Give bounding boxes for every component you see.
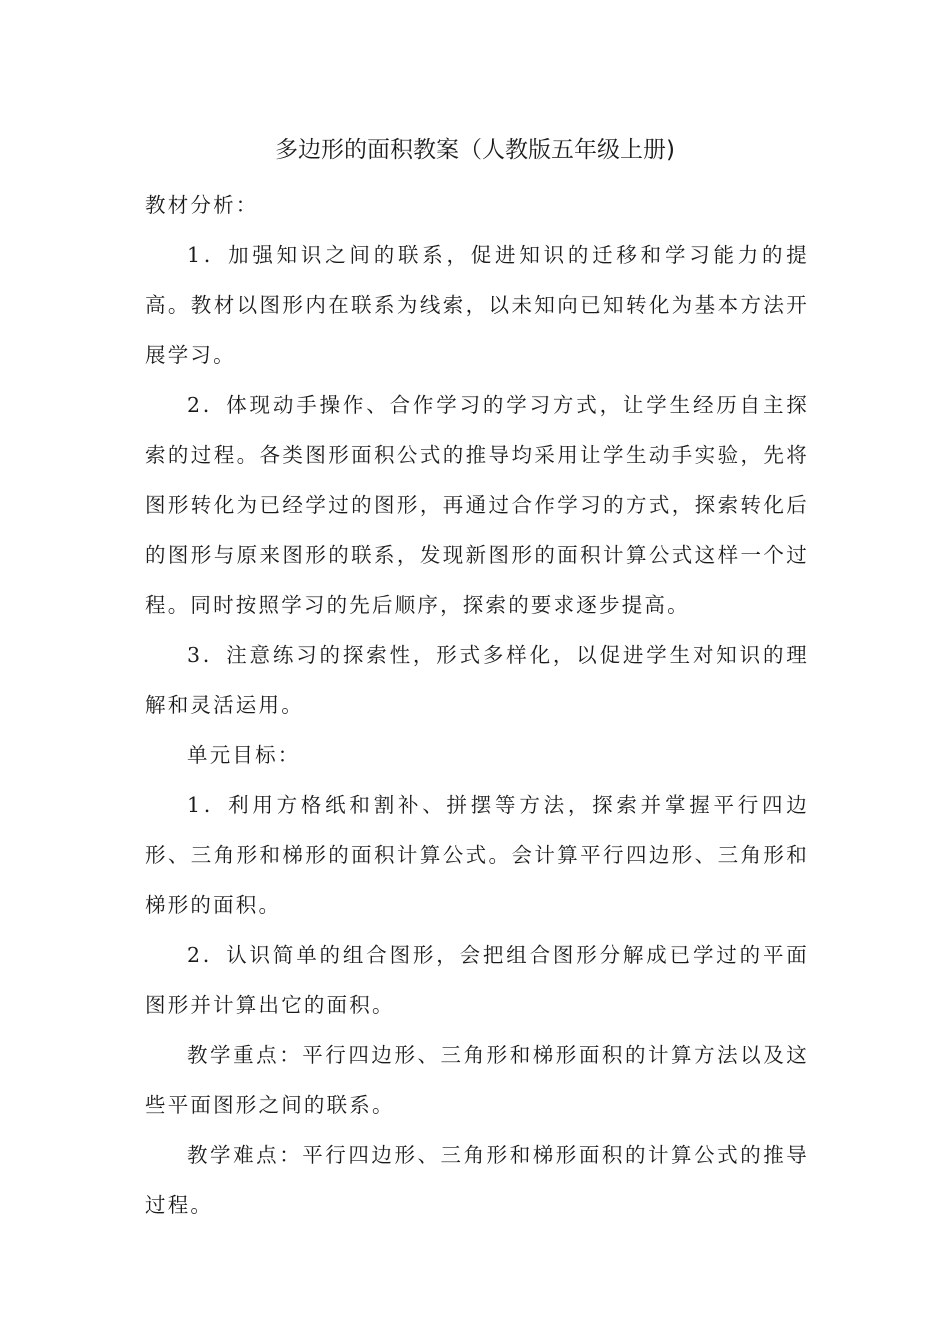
paragraph-analysis-2: 2．体现动手操作、合作学习的学习方式，让学生经历自主探索的过程。各类图形面积公式的推导均采用让学生动手实验，先将图形转化为已经学过的图形，再通过合作学习的方式，探索转化后的图形与原来图形的联系，发现新图形的面积计算公式这样一个过程。同时按照学习的先后顺序，探索的要求逐步提高。: [145, 393, 809, 617]
paragraph-goal-2: 2．认识简单的组合图形，会把组合图形分解成已学过的平面图形并计算出它的面积。: [145, 943, 809, 1017]
paragraph-teaching-focus: 教学重点：平行四边形、三角形和梯形面积的计算方法以及这些平面图形之间的联系。: [145, 1043, 809, 1117]
paragraph-teaching-difficulty: 教学难点：平行四边形、三角形和梯形面积的计算公式的推导过程。: [145, 1143, 809, 1217]
section-heading-material-analysis: 教材分析：: [145, 193, 259, 217]
document-body: [145, 180, 809, 1230]
section-heading-unit-goals: 单元目标：: [187, 743, 301, 767]
paragraph-goal-1: 1．利用方格纸和割补、拼摆等方法，探索并掌握平行四边形、三角形和梯形的面积计算公式。会计算平行四边形、三角形和梯形的面积。: [145, 793, 809, 917]
document-title: 多边形的面积教案（人教版五年级上册): [275, 137, 675, 163]
paragraph-analysis-3: 3．注意练习的探索性，形式多样化，以促进学生对知识的理解和灵活运用。: [145, 643, 809, 717]
paragraph-analysis-1: 1．加强知识之间的联系，促进知识的迁移和学习能力的提高。教材以图形内在联系为线索，以未知向已知转化为基本方法开展学习。: [145, 243, 809, 367]
